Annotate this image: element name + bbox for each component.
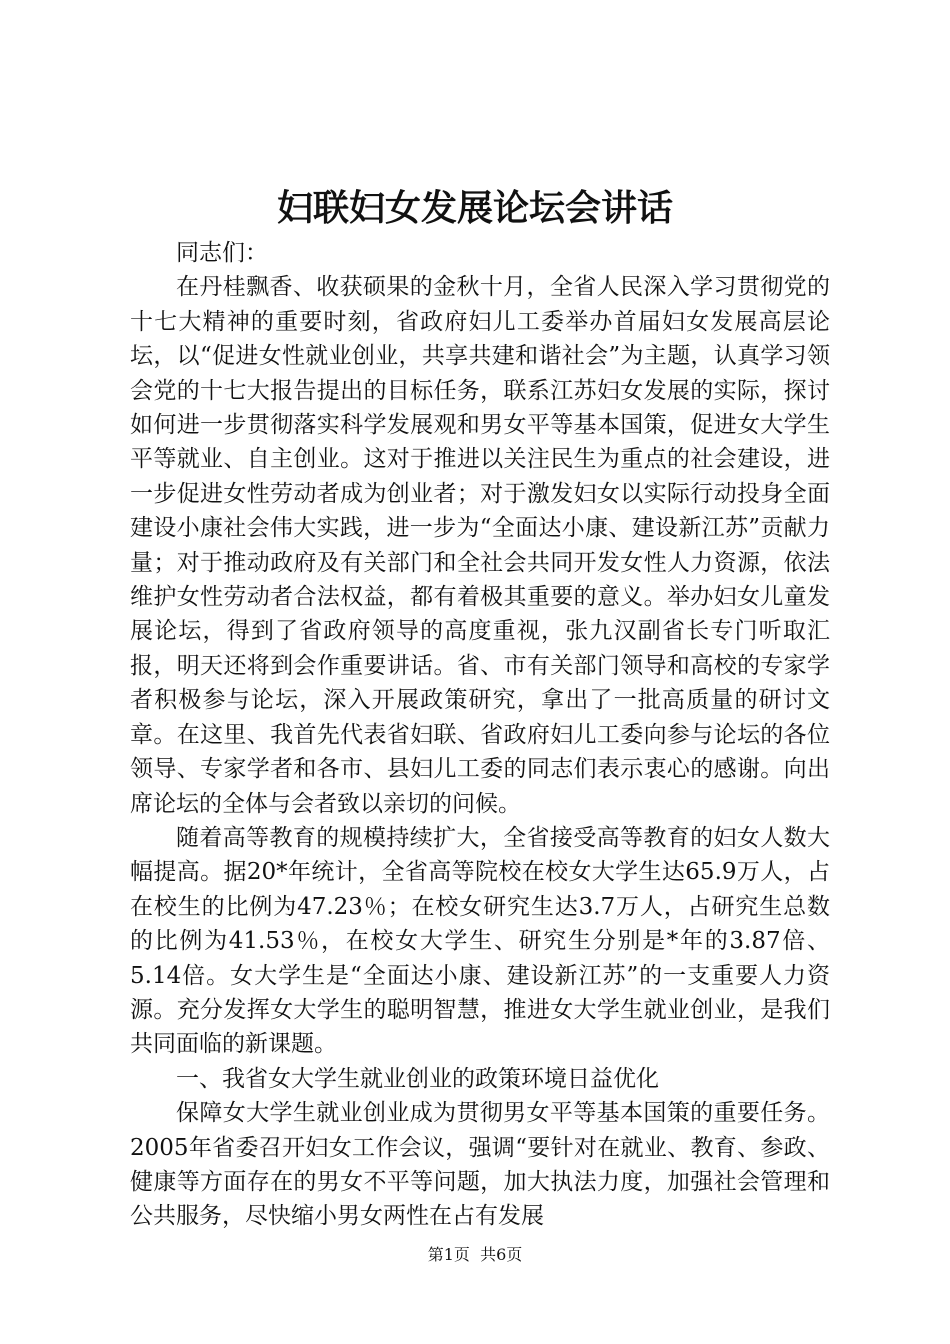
paragraph-policy: 保障女大学生就业创业成为贯彻男女平等基本国策的重要任务。2005年省委召开妇女工作会议，强调“要针对在就业、教育、参政、健康等方面存在的男女不平等问题，加大执法力度，加强社会管理和公共服务，尽快缩小男女两性在占有发展 (130, 1100, 830, 1230)
page-number: 第1页 (427, 1245, 470, 1264)
paragraph-opening: 在丹桂飘香、收获硕果的金秋十月，全省人民深入学习贯彻党的十七大精神的重要时刻，省政府妇儿工委举办首届妇女发展高层论坛，以“促进女性就业创业，共享共建和谐社会”为主题，认真学习领会党的十七大报告提出的目标任务，联系江苏妇女发展的实际，探讨如何进一步贯彻落实科学发展观和男女平等基本国策，促进女大学生平等就业、自主创业。这对于推进以关注民生为重点的社会建设，进一步促进女性劳动者成为创业者；对于激发妇女以实际行动投身全面建设小康社会伟大实践，进一步为“全面达小康、建设新江苏”贡献力量；对于推动政府及有关部门和全社会共同开发女性人力资源，依法维护女性劳动者合法权益，都有着极其重要的意义。举办妇女儿童发展论坛，得到了省政府领导的高度重视，张九汉副省长专门听取汇报，明天还将到会作重要讲话。省、市有关部门领导和高校的专家学者积极参与论坛，深入开展政策研究，拿出了一批高质量的研讨文章。在这里、我首先代表省妇联、省政府妇儿工委向参与论坛的各位领导、专家学者和各市、县妇儿工委的同志们表示衷心的感谢。向出席论坛的全体与会者致以亲切的问候。 (130, 274, 830, 817)
page-total: 共6页 (480, 1245, 523, 1264)
paragraph-salutation: 同志们： (176, 240, 268, 266)
page-footer (0, 1244, 950, 1266)
document-body (130, 236, 830, 1234)
section-heading-1: 一、我省女大学生就业创业的政策环境日益优化 (176, 1065, 659, 1092)
document-title: 妇联妇女发展论坛会讲话 (276, 187, 673, 229)
paragraph-statistics: 随着高等教育的规模持续扩大，全省接受高等教育的妇女人数大幅提高。据20*年统计，全省高等院校在校女大学生达65.9万人，占在校生的比例为47.23％；在校女研究生达3.7万人，占研究生总数的比例为41.53％，在校女大学生、研究生分别是*年的3.87倍、5.14倍。女大学生是“全面达小康、建设新江苏”的一支重要人力资源。充分发挥女大学生的聪明智慧，推进女大学生就业创业，是我们共同面临的新课题。 (130, 824, 830, 1058)
